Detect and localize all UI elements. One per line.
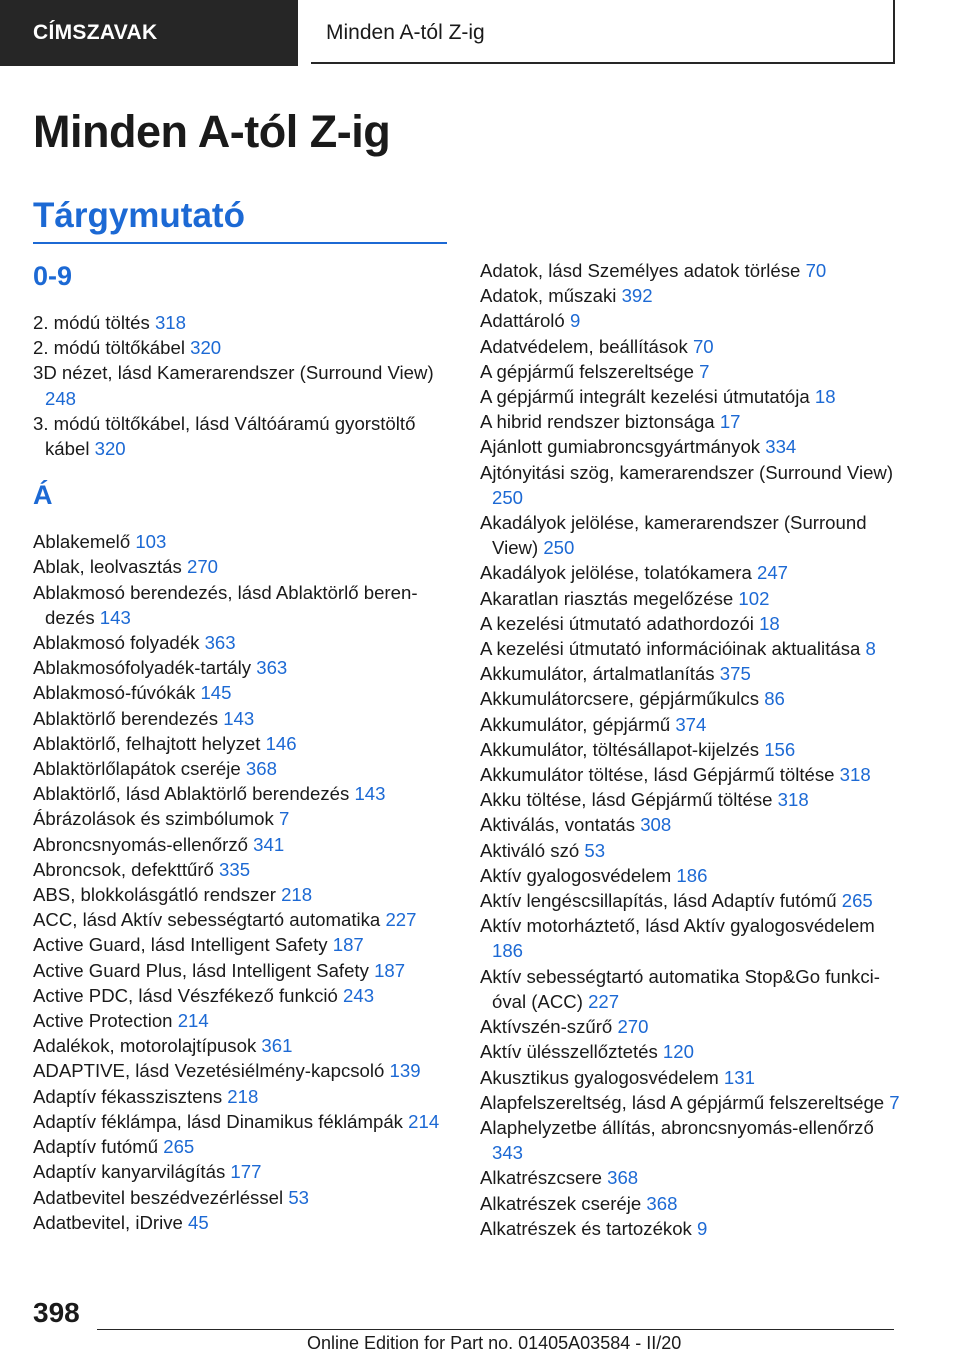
page-link[interactable]: 363 [256,657,288,679]
index-entry [480,636,900,661]
index-entry [33,806,453,831]
page-link[interactable]: 18 [759,612,780,634]
index-entry-text: Ablaktörlő berendezés [33,707,219,729]
index-entry [33,1159,453,1184]
page-link[interactable]: 146 [265,732,297,754]
page-link[interactable]: 250 [492,486,524,508]
index-entry [33,832,453,857]
index-entry [480,1191,900,1216]
page-link[interactable]: 187 [374,959,406,981]
page-link[interactable]: 53 [584,839,606,861]
index-entry-text: Abroncsnyomás-ellenőrző [33,833,248,855]
page-link[interactable]: 186 [676,864,708,886]
index-entry-text: Alaphelyzetbe állítás, abroncsnyomás-ellenőrző [480,1116,874,1138]
page-link[interactable]: 214 [177,1010,209,1032]
page-link[interactable]: 187 [332,934,364,956]
page-link[interactable]: 8 [865,638,876,660]
index-entry-text: Akaratlan riasztás megelőzése [480,587,734,609]
page-link[interactable]: 70 [805,260,827,281]
index-column-right [480,258,900,1241]
index-entry [480,1090,900,1115]
page-link[interactable]: 139 [389,1060,421,1082]
index-entry-text: Ablakmosófolyadék-tartály [33,657,252,679]
index-entry-text: A hibrid rendszer biztonsága [480,411,715,433]
page-link[interactable]: 375 [719,663,751,685]
index-entry-text: Ablakmosó-fúvókák [33,682,196,704]
page-header [0,0,960,66]
index-entry-text: Akkumulátor töltése, lásd Gépjármű töltése [480,764,835,786]
index-entry-text: ADAPTIVE, lásd Vezetésiélmény-kapcsoló [33,1060,385,1082]
page-link[interactable]: 156 [764,738,796,760]
index-group [33,258,453,461]
index-entry [33,1084,453,1109]
index-entry [33,781,453,806]
index-entry [480,510,900,560]
page-link[interactable]: 45 [188,1211,209,1233]
index-entry-text: Aktív sebességtartó automatika Stop&Go funkcióval (ACC) [480,965,880,1012]
page-link[interactable]: 86 [764,688,785,710]
index-column-left [33,258,453,1235]
index-entry-text: Akku töltése, lásd Gépjármű töltése [480,789,773,811]
index-entry-text: Ábrázolások és szimbólumok [33,808,274,830]
page-link[interactable]: 145 [200,682,232,704]
index-entry-text: Akkumulátor, töltésállapot-kijelzés [480,738,760,760]
index-entry [480,611,900,636]
page-link[interactable]: 265 [841,890,873,912]
index-entry [480,812,900,837]
page-link[interactable]: 70 [692,335,714,357]
index-entry-text: Aktív lengéscsillapítás, lásd Adaptív futómű [480,890,837,912]
page-link[interactable]: 248 [45,387,77,409]
page-link[interactable]: 227 [385,909,417,931]
index-entry-text: Alkatrészek és tartozékok [480,1217,692,1239]
index-entry-text: Aktiválás, vontatás [480,814,636,836]
page-link[interactable]: 7 [278,808,290,830]
index-entry [33,1033,453,1058]
index-entry [33,983,453,1008]
page-link[interactable]: 368 [245,758,277,780]
index-entry [480,283,900,308]
index-entry-text: 2. módú töltés [33,312,150,333]
index-entry [480,434,900,459]
index-entry [480,762,900,787]
index-entry-text: Aktív gyalogosvédelem [480,864,672,886]
index-entry-text: 3D nézet, lásd Kamerarendszer (Surround View) [33,362,434,384]
index-entry-text: ABS, blokkolásgátló rendszer [33,884,276,906]
index-entry [480,1115,900,1165]
group-heading: 0-9 [33,261,73,291]
index-entry [33,756,453,781]
index-entry-text: Ablaktörlő, lásd Ablaktörlő berendezés [33,783,350,805]
index-entry-text: Ablakmosó berendezés, lásd Ablaktörlő berendezés [33,581,418,628]
page-link[interactable]: 9 [697,1217,708,1239]
index-entry-text: Adatvédelem, beállítások [480,335,688,357]
index-entry [33,1134,453,1159]
index-entry-text: Akkumulátor, gépjármű [480,713,671,735]
page-link[interactable]: 320 [190,337,222,359]
index-entry [33,1008,453,1033]
index-entry [480,686,900,711]
index-entry [33,360,453,410]
index-entry [480,913,900,963]
page-link[interactable]: 374 [675,713,707,735]
index-entry-text: Ablaktörlő, felhajtott helyzet [33,732,261,754]
page-link[interactable]: 320 [94,438,126,460]
index-entry-text: Ablaktörlőlapátok cseréje [33,758,241,780]
index-entry [33,630,453,655]
index-entry [33,335,453,360]
page-link[interactable]: 214 [408,1110,440,1132]
index-entry [480,712,900,737]
page-title: Minden A-tól Z-ig [33,106,391,157]
index-entry [33,680,453,705]
index-entry-text: Ablakmosó folyadék [33,632,200,654]
page-link[interactable]: 103 [135,531,167,553]
index-entry [480,1216,900,1241]
page-link[interactable]: 143 [99,606,131,628]
page-link[interactable]: 318 [777,789,809,811]
page-link[interactable]: 131 [723,1066,755,1088]
index-entry-text: Ablakemelő [33,531,131,553]
page-link[interactable]: 392 [621,285,653,307]
index-entry-text: Aktívszén-szűrő [480,1016,613,1038]
index-entry [480,334,900,359]
page-link[interactable]: 18 [814,386,836,408]
index-entry-text: Adaptív fékasszisztens [33,1085,223,1107]
index-entry [480,1039,900,1064]
page-link[interactable]: 250 [543,537,575,559]
index-entry-text: Active Protection [33,1010,173,1032]
index-entry [33,310,453,335]
index-entry-text: 3. módú töltőkábel, lásd Váltóáramú gyorstöltő kábel [33,412,416,460]
index-entry-text: ACC, lásd Aktív sebességtartó automatika [33,909,381,931]
section-title: Tárgymutató [33,193,447,244]
index-entry-text: Adaptív futómű [33,1136,159,1158]
page-link[interactable]: 17 [719,411,741,433]
index-entry [33,958,453,983]
page-link[interactable]: 247 [757,562,789,584]
index-entry [480,586,900,611]
index-entry-text: Adatbevitel beszédvezérléssel [33,1186,284,1208]
index-entry [480,964,900,1014]
breadcrumb: Minden A-tól Z-ig [311,0,895,64]
page-link[interactable]: 308 [640,814,672,836]
index-entry-text: Adatbevitel, iDrive [33,1211,183,1233]
page-link[interactable]: 363 [204,632,236,654]
page-link[interactable]: 120 [662,1041,694,1063]
page-link[interactable]: 318 [839,764,871,786]
index-entry [480,384,900,409]
index-entry [33,529,453,554]
index-entry-text: Alapfelszereltség, lásd A gépjármű felszereltsége [480,1091,885,1113]
index-entry [33,554,453,579]
page-number: 398 [33,1297,80,1328]
index-entry [480,661,900,686]
index-entry-text: Aktív motorháztető, lásd Aktív gyalogosvédelem [480,915,875,937]
index-entry-text: Adatok, lásd Személyes adatok törlése [480,260,801,281]
index-entry-text: A kezelési útmutató információinak aktualitása [480,638,861,660]
index-entry-text: Active PDC, lásd Vészfékező funkció [33,984,338,1006]
index-entry [480,1165,900,1190]
index-entry-text: Alkatrészek cseréje [480,1192,642,1214]
page-link[interactable]: 218 [227,1085,259,1107]
index-entry-text: Abroncsok, defekttűrő [33,858,214,880]
page-link[interactable]: 102 [738,587,770,609]
index-entry [480,888,900,913]
page-link[interactable]: 53 [288,1186,309,1208]
page-link[interactable]: 335 [219,858,251,880]
index-entry-text: Akadályok jelölése, tolatókamera [480,562,752,584]
page-link[interactable]: 343 [492,1142,524,1164]
footer-edition-text: Online Edition for Part no. 01405A03584 - II/20 [307,1333,682,1353]
index-entry [480,308,900,333]
page-link[interactable]: 243 [343,984,375,1006]
index-entry [33,1185,453,1210]
index-entry [480,359,900,384]
index-entry [33,1210,453,1235]
index-entry-text: Adalékok, motorolajtípusok [33,1035,257,1057]
index-entry-text: Akkumulátor, ártalmatlanítás [480,663,715,685]
page-link[interactable]: 368 [646,1192,678,1214]
index-entry-text: Aktív ülésszellőztetés [480,1041,658,1063]
page-link[interactable]: 218 [281,884,313,906]
index-entry-text: Ajtónyitási szög, kamerarendszer (Surround View) [480,461,894,483]
index-entry [480,787,900,812]
index-entry [480,460,900,510]
index-entry-text: Alkatrészcsere [480,1167,602,1189]
index-entry [33,655,453,680]
page-link[interactable]: 7 [889,1091,900,1113]
index-entry [33,1058,453,1083]
page-link[interactable]: 177 [230,1161,262,1183]
page-link[interactable]: 227 [588,990,620,1012]
index-group [33,477,453,1235]
index-entry [480,838,900,863]
index-entry [480,737,900,762]
index-entry-text: Ajánlott gumiabroncsgyártmányok [480,436,761,458]
index-entry [33,706,453,731]
index-entry [480,409,900,434]
index-entry-text: Adatok, műszaki [480,285,617,307]
index-entry-text: A gépjármű integrált kezelési útmutatója [480,386,810,408]
page-link[interactable]: 368 [607,1167,639,1189]
page-link[interactable]: 334 [765,436,797,458]
index-entry [480,560,900,585]
page-link[interactable]: 143 [223,707,255,729]
page-link[interactable]: 318 [154,312,186,333]
index-entry [33,731,453,756]
index-entry-text: Aktiváló szó [480,839,580,861]
index-entry-text: Ablak, leolvasztás [33,556,182,578]
index-entry-text: 2. módú töltőkábel [33,337,185,359]
page-link[interactable]: 9 [569,310,581,332]
index-entry [480,863,900,888]
group-heading: Á [33,480,53,511]
page-link[interactable]: 265 [163,1136,195,1158]
index-entry [480,258,900,283]
page-link[interactable]: 143 [354,783,386,805]
page-link[interactable]: 186 [492,940,524,962]
index-entry [33,1109,453,1134]
index-entry [480,1014,900,1039]
index-entry-text: Active Guard, lásd Intelligent Safety [33,934,328,956]
index-entry-text: Adaptív kanyarvilágítás [33,1161,226,1183]
page-link[interactable]: 270 [187,556,219,578]
page-link[interactable]: 361 [261,1035,293,1057]
index-entry-text: Adaptív féklámpa, lásd Dinamikus féklámpák [33,1110,403,1132]
page-link[interactable]: 341 [253,833,285,855]
index-entry-text: A gépjármű felszereltsége [480,360,694,382]
page-link[interactable]: 270 [617,1016,649,1038]
index-entry [33,857,453,882]
index-entry-text: Active Guard Plus, lásd Intelligent Safety [33,959,369,981]
index-entry-text: Akusztikus gyalogosvédelem [480,1066,719,1088]
index-entry [33,932,453,957]
section-tab[interactable]: CÍMSZAVAK [0,0,298,66]
page-link[interactable]: 7 [699,360,710,382]
index-entry [33,411,453,461]
index-entry-text: Akadályok jelölése, kamerarendszer (Surround View) [480,512,867,559]
index-entry [33,580,453,630]
index-entry-text: Adattároló [480,310,565,332]
index-entry [480,1065,900,1090]
index-entry-text: A kezelési útmutató adathordozói [480,612,754,634]
index-entry-text: Akkumulátorcsere, gépjárműkulcs [480,688,760,710]
index-entry [33,882,453,907]
index-entry [33,907,453,932]
